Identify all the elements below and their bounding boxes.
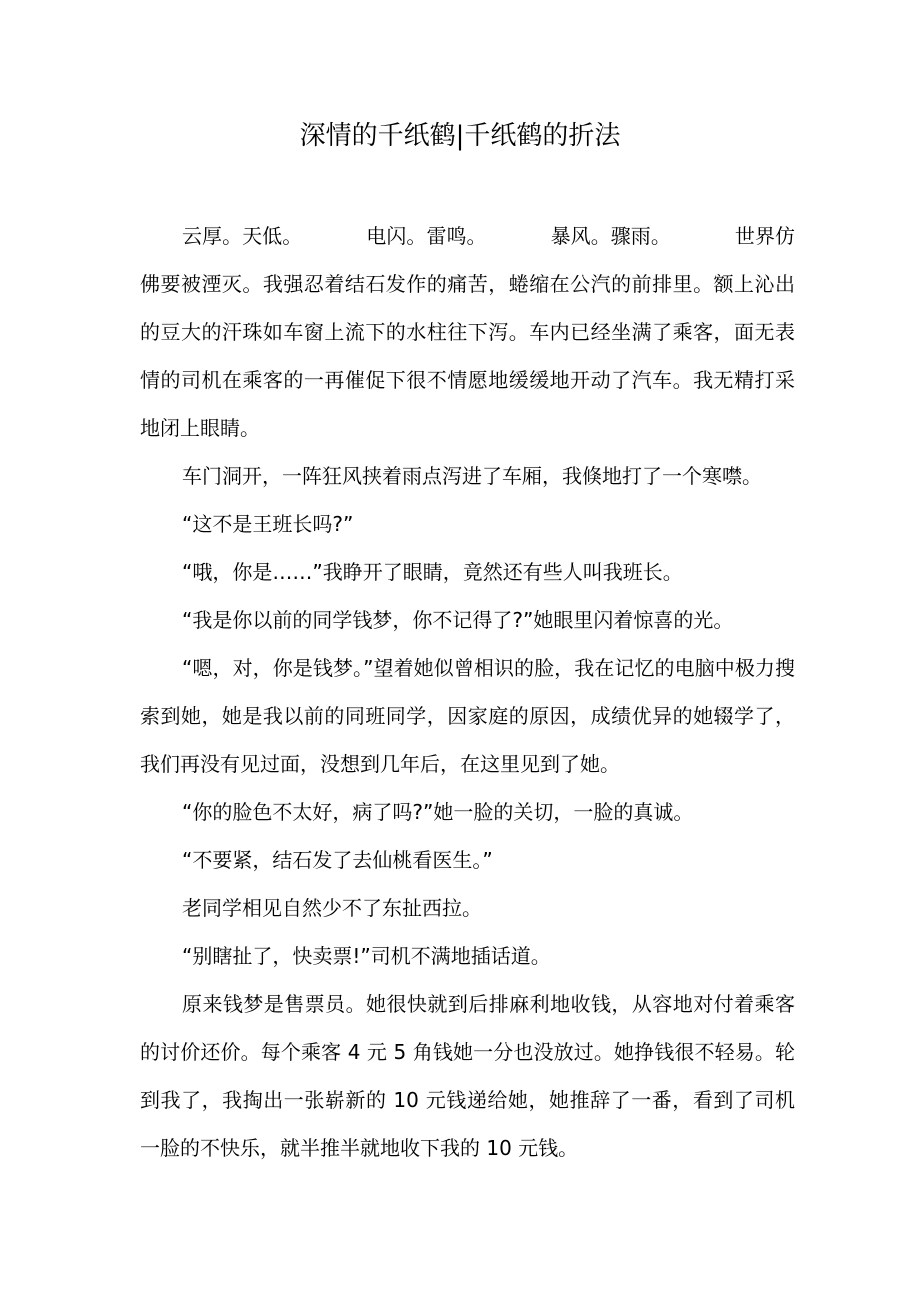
paragraph: “我是你以前的同学钱梦，你不记得了?”她眼里闪着惊喜的光。	[182, 608, 734, 632]
paragraph: 车门洞开，一阵狂风挟着雨点泻进了车厢，我倏地打了一个寒噤。	[182, 464, 762, 488]
article-body	[140, 212, 795, 1172]
paragraph: “别瞎扯了，快卖票!”司机不满地插话道。	[182, 944, 551, 968]
document-title: 深情的千纸鹤|千纸鹤的折法	[299, 121, 621, 151]
opening-rest: 世界仿佛要被湮灭。我强忍着结石发作的痛苦，蜷缩在公汽的前排里。额上沁出的豆大的汗珠如车窗上流下的水柱往下泻。车内已经坐满了乘客，面无表情的司机在乘客的一再催促下很不情愿地缓缓地开动了汽车。我无精打采地闭上眼睛。	[140, 224, 796, 440]
paragraph: 原来钱梦是售票员。她很快就到后排麻利地收钱，从容地对付着乘客的讨价还价。每个乘客 4 元 5 角钱她一分也没放过。她挣钱很不轻易。轮到我了，我掏出一张崭新的 10 元钱递给她，她推辞了一番，看到了司机一脸的不快乐，就半推半就地收下我的 10 元钱。	[140, 992, 795, 1160]
opening-phrase-2: 电闪。雷鸣。	[366, 224, 487, 248]
paragraph: 老同学相见自然少不了东扯西拉。	[182, 896, 482, 920]
paragraph: “这不是王班长吗?”	[182, 512, 354, 536]
paragraph: “不要紧，结石发了去仙桃看医生。”	[182, 848, 493, 872]
opening-phrase-3: 暴风。骤雨。	[550, 224, 671, 248]
paragraph: “嗯，对，你是钱梦。”望着她似曾相识的脸，我在记忆的电脑中极力搜索到她，她是我以前的同班同学，因家庭的原因，成绩优异的她辍学了，我们再没有见过面，没想到几年后，在这里见到了她。	[140, 656, 795, 776]
opening-phrase-1: 云厚。天低。	[182, 224, 303, 248]
paragraph-opening	[140, 212, 795, 452]
paragraph: “你的脸色不太好，病了吗?”她一脸的关切，一脸的真诚。	[182, 800, 694, 824]
paragraph: “哦，你是……”我睁开了眼睛，竟然还有些人叫我班长。	[182, 560, 683, 584]
